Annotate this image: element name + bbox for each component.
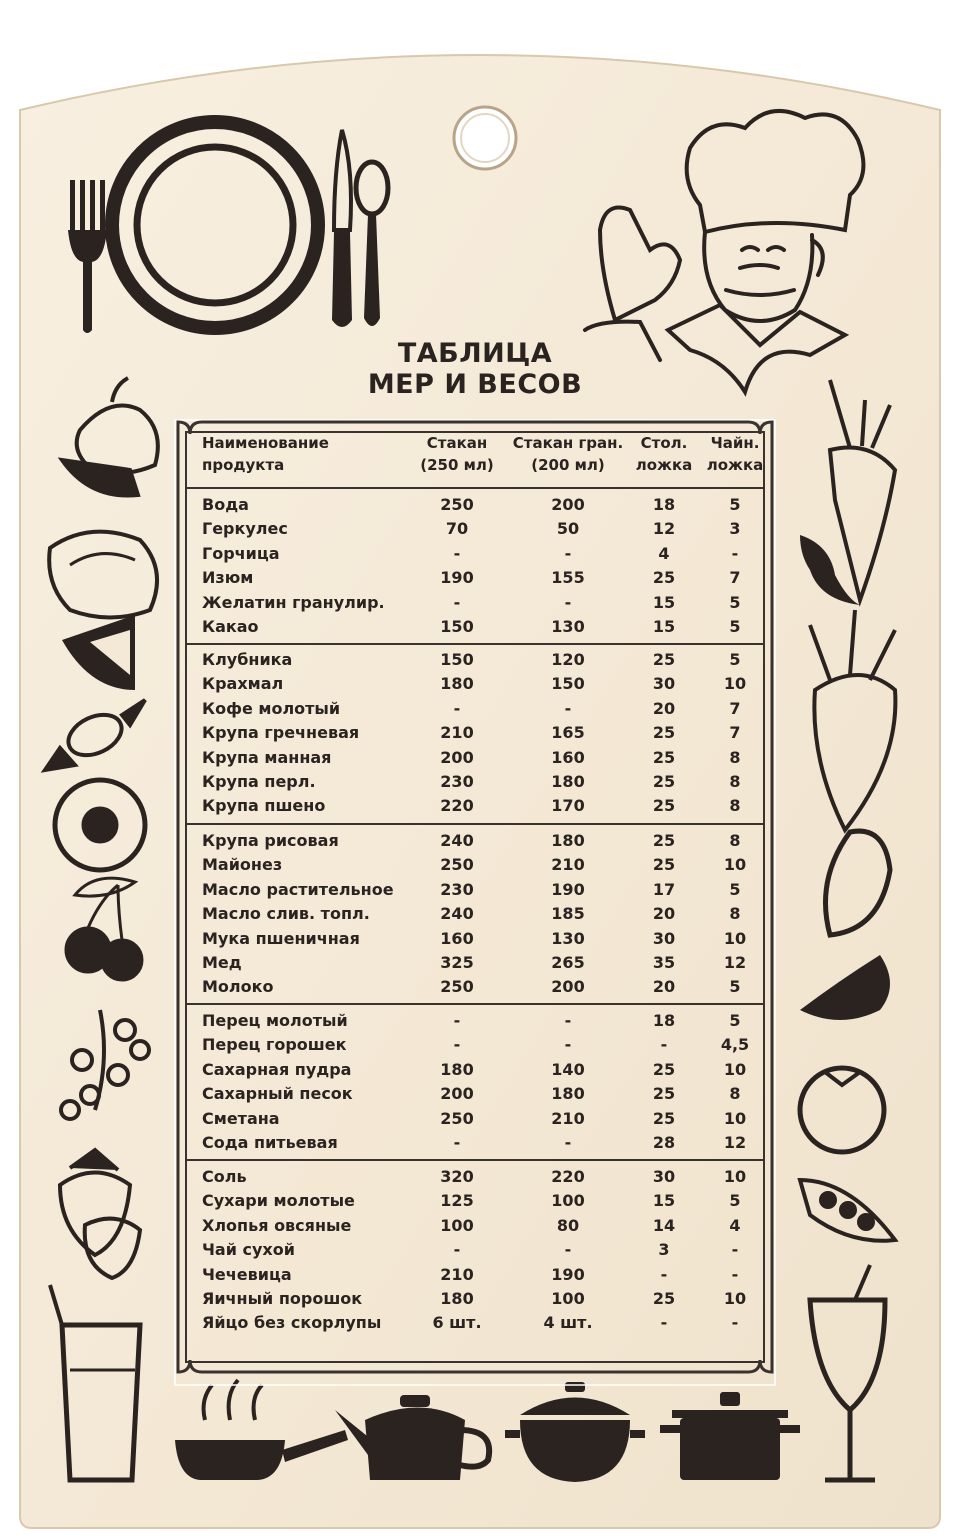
glass-250-value: 150 — [440, 650, 474, 669]
glass-250-value: 150 — [440, 617, 474, 636]
teaspoon-value: - — [731, 1240, 739, 1260]
product-name: Геркулес — [202, 519, 288, 539]
teaspoon-value: 10 — [723, 1059, 747, 1079]
column-header-name: Наименование продукта — [202, 434, 329, 474]
teaspoon-value: - — [731, 1313, 739, 1333]
tablespoon-value: 30 — [652, 1167, 676, 1186]
glass-200-value: 180 — [551, 772, 585, 791]
teaspoon-value: 8 — [729, 904, 741, 924]
product-name: Крупа гречневая — [202, 723, 360, 743]
product-name: Яичный порошок — [202, 1289, 363, 1308]
glass-200-value: - — [564, 592, 572, 612]
product-name: Сметана — [202, 1108, 280, 1128]
glass-200-value: 140 — [551, 1059, 585, 1079]
tablespoon-value: 15 — [652, 1191, 676, 1211]
product-name: Какао — [202, 617, 259, 636]
tablespoon-value: 25 — [652, 568, 676, 588]
table-row — [0, 770, 960, 794]
teaspoon-value: 4 — [729, 1215, 741, 1235]
glass-250-value: 210 — [440, 723, 474, 743]
product-name: Горчица — [202, 543, 280, 563]
glass-250-value: - — [453, 1011, 461, 1030]
table-row — [0, 1263, 960, 1287]
teaspoon-value: - — [731, 543, 739, 563]
glass-200-value: 200 — [551, 977, 585, 997]
teaspoon-value: 12 — [723, 953, 747, 972]
table-row — [0, 591, 960, 615]
table-row — [0, 542, 960, 566]
table-row — [0, 1165, 960, 1189]
glass-200-value: 180 — [551, 1084, 585, 1104]
tablespoon-value: 18 — [652, 495, 676, 514]
table-row — [0, 517, 960, 541]
table-row — [0, 1082, 960, 1106]
glass-250-value: 200 — [440, 1084, 474, 1104]
glass-200-value: - — [564, 1035, 572, 1055]
glass-250-value: 180 — [440, 1059, 474, 1079]
tablespoon-value: 15 — [652, 592, 676, 612]
table-row — [0, 648, 960, 672]
tablespoon-value: 25 — [652, 855, 676, 875]
glass-200-value: 130 — [551, 617, 585, 636]
teaspoon-value: 10 — [723, 1289, 747, 1308]
column-header-glass-200: Стакан гран. (200 мл) — [512, 434, 624, 474]
product-name: Перец молотый — [202, 1011, 348, 1030]
product-name: Масло растительное — [202, 879, 394, 899]
table-row — [0, 493, 960, 517]
teaspoon-value: 5 — [729, 879, 741, 899]
table-row — [0, 615, 960, 639]
glass-250-value: - — [453, 1133, 461, 1152]
teaspoon-value: 10 — [723, 674, 747, 694]
tablespoon-value: 30 — [652, 674, 676, 694]
glass-200-value: 155 — [551, 568, 585, 588]
glass-250-value: 320 — [440, 1167, 474, 1186]
product-name: Масло слив. топл. — [202, 904, 370, 924]
glass-200-value: 4 шт. — [543, 1313, 593, 1333]
tablespoon-value: 25 — [652, 723, 676, 743]
glass-250-value: 160 — [440, 928, 474, 948]
glass-250-value: 230 — [440, 772, 474, 791]
teaspoon-value: 5 — [729, 650, 741, 669]
teaspoon-value: 8 — [729, 772, 741, 791]
teaspoon-value: 5 — [729, 495, 741, 514]
glass-250-value: 210 — [440, 1264, 474, 1284]
glass-250-value: 240 — [440, 831, 474, 850]
tablespoon-value: 20 — [652, 904, 676, 924]
product-name: Крахмал — [202, 674, 284, 694]
teaspoon-value: 10 — [723, 1108, 747, 1128]
glass-200-value: - — [564, 698, 572, 718]
teaspoon-value: 8 — [729, 831, 741, 850]
glass-250-value: 190 — [440, 568, 474, 588]
teaspoon-value: 8 — [729, 747, 741, 767]
tablespoon-value: 20 — [652, 698, 676, 718]
teaspoon-value: 7 — [729, 698, 741, 718]
product-name: Чай сухой — [202, 1240, 295, 1260]
teaspoon-value: 5 — [729, 1011, 741, 1030]
product-name: Сода питьевая — [202, 1133, 338, 1152]
glass-250-value: 6 шт. — [432, 1313, 482, 1333]
glass-200-value: 150 — [551, 674, 585, 694]
glass-200-value: - — [564, 1133, 572, 1152]
product-name: Кофе молотый — [202, 698, 341, 718]
product-name: Изюм — [202, 568, 254, 588]
glass-250-value: - — [453, 543, 461, 563]
glass-200-value: 130 — [551, 928, 585, 948]
tablespoon-value: 28 — [652, 1133, 676, 1152]
teaspoon-value: 5 — [729, 617, 741, 636]
tablespoon-value: 25 — [652, 831, 676, 850]
tablespoon-value: 25 — [652, 796, 676, 816]
product-name: Сахарная пудра — [202, 1059, 352, 1079]
tablespoon-value: 17 — [652, 879, 676, 899]
tablespoon-value: 3 — [658, 1240, 670, 1260]
table-row — [0, 794, 960, 818]
teaspoon-value: 8 — [729, 1084, 741, 1104]
table-title-line2: МЕР И ВЕСОВ — [367, 369, 583, 400]
hanging-hole — [454, 107, 516, 169]
glass-200-value: 265 — [551, 953, 585, 972]
glass-250-value: 325 — [440, 953, 474, 972]
table-row — [0, 1238, 960, 1262]
glass-200-value: 165 — [551, 723, 585, 743]
product-name: Перец горошек — [202, 1035, 347, 1055]
glass-200-value: 180 — [551, 831, 585, 850]
glass-250-value: 240 — [440, 904, 474, 924]
glass-200-value: 210 — [551, 855, 585, 875]
teaspoon-value: 4,5 — [720, 1035, 750, 1055]
tablespoon-value: 25 — [652, 772, 676, 791]
table-row — [0, 853, 960, 877]
glass-250-value: 250 — [440, 855, 474, 875]
tablespoon-value: - — [660, 1035, 668, 1055]
table-row — [0, 1214, 960, 1238]
table-row — [0, 1189, 960, 1213]
tablespoon-value: 25 — [652, 1108, 676, 1128]
glass-250-value: 230 — [440, 879, 474, 899]
tablespoon-value: - — [660, 1264, 668, 1284]
product-name: Крупа рисовая — [202, 831, 339, 850]
tablespoon-value: 20 — [652, 977, 676, 997]
glass-200-value: 190 — [551, 879, 585, 899]
product-name: Хлопья овсяные — [202, 1215, 352, 1235]
glass-250-value: - — [453, 592, 461, 612]
tablespoon-value: 25 — [652, 650, 676, 669]
table-row — [0, 1311, 960, 1335]
tablespoon-value: 25 — [652, 747, 676, 767]
tablespoon-value: 25 — [652, 1059, 676, 1079]
product-name: Сахарный песок — [202, 1084, 353, 1104]
product-name: Молоко — [202, 977, 274, 997]
product-name: Желатин гранулир. — [202, 592, 385, 612]
table-row — [0, 927, 960, 951]
glass-250-value: 180 — [440, 1289, 474, 1308]
teaspoon-value: 5 — [729, 977, 741, 997]
product-name: Клубника — [202, 650, 293, 669]
glass-250-value: 200 — [440, 747, 474, 767]
table-row — [0, 1009, 960, 1033]
teaspoon-value: 7 — [729, 723, 741, 743]
table-row — [0, 566, 960, 590]
glass-200-value: 50 — [556, 519, 580, 539]
table-row — [0, 902, 960, 926]
product-name: Вода — [202, 495, 249, 514]
product-name: Майонез — [202, 855, 283, 875]
teaspoon-value: 5 — [729, 592, 741, 612]
glass-200-value: - — [564, 1240, 572, 1260]
glass-200-value: 210 — [551, 1108, 585, 1128]
glass-200-value: 80 — [556, 1215, 580, 1235]
glass-250-value: 125 — [440, 1191, 474, 1211]
glass-250-value: 220 — [440, 796, 474, 816]
glass-250-value: 250 — [440, 1108, 474, 1128]
product-name: Соль — [202, 1167, 247, 1186]
glass-250-value: - — [453, 1240, 461, 1260]
teaspoon-value: 3 — [729, 519, 741, 539]
glass-200-value: 160 — [551, 747, 585, 767]
column-header-glass-250: Стакан (250 мл) — [420, 434, 494, 474]
tablespoon-value: 35 — [652, 953, 676, 972]
table-row — [0, 672, 960, 696]
glass-200-value: 200 — [551, 495, 585, 514]
teaspoon-value: 10 — [723, 855, 747, 875]
teaspoon-value: - — [731, 1264, 739, 1284]
glass-250-value: 250 — [440, 977, 474, 997]
glass-200-value: 100 — [551, 1289, 585, 1308]
product-name: Мука пшеничная — [202, 928, 360, 948]
table-row — [0, 746, 960, 770]
table-row — [0, 697, 960, 721]
teaspoon-value: 7 — [729, 568, 741, 588]
glass-200-value: 170 — [551, 796, 585, 816]
glass-200-value: 190 — [551, 1264, 585, 1284]
tablespoon-value: 14 — [652, 1215, 676, 1235]
glass-200-value: - — [564, 543, 572, 563]
tablespoon-value: 15 — [652, 617, 676, 636]
product-name: Крупа перл. — [202, 772, 316, 791]
product-name: Мед — [202, 953, 242, 972]
glass-200-value: 185 — [551, 904, 585, 924]
tablespoon-value: 4 — [658, 543, 670, 563]
glass-200-value: 220 — [551, 1167, 585, 1186]
tablespoon-value: 18 — [652, 1011, 676, 1030]
table-row — [0, 1107, 960, 1131]
teaspoon-value: 8 — [729, 796, 741, 816]
glass-250-value: 250 — [440, 495, 474, 514]
product-name: Крупа манная — [202, 747, 332, 767]
table-row — [0, 829, 960, 853]
table-row — [0, 721, 960, 745]
glass-200-value: 100 — [551, 1191, 585, 1211]
glass-250-value: 70 — [445, 519, 469, 539]
table-row — [0, 951, 960, 975]
glass-250-value: 100 — [440, 1215, 474, 1235]
teaspoon-value: 12 — [723, 1133, 747, 1152]
teaspoon-value: 10 — [723, 928, 747, 948]
glass-200-value: - — [564, 1011, 572, 1030]
table-row — [0, 975, 960, 999]
product-name: Сухари молотые — [202, 1191, 355, 1211]
tablespoon-value: - — [660, 1313, 668, 1333]
tablespoon-value: 12 — [652, 519, 676, 539]
table-title-line1: ТАБЛИЦА — [397, 338, 553, 369]
glass-250-value: - — [453, 1035, 461, 1055]
column-header-tablespoon: Стол. ложка — [635, 434, 693, 474]
table-row — [0, 878, 960, 902]
product-name: Яйцо без скорлупы — [202, 1313, 382, 1333]
product-name: Чечевица — [202, 1264, 292, 1284]
glass-250-value: - — [453, 698, 461, 718]
tablespoon-value: 25 — [652, 1289, 676, 1308]
table-row — [0, 1287, 960, 1311]
glass-250-value: 180 — [440, 674, 474, 694]
product-name: Крупа пшено — [202, 796, 326, 816]
teaspoon-value: 10 — [723, 1167, 747, 1186]
table-row — [0, 1058, 960, 1082]
tablespoon-value: 30 — [652, 928, 676, 948]
column-header-teaspoon: Чайн. ложка — [706, 434, 764, 474]
tablespoon-value: 25 — [652, 1084, 676, 1104]
table-row — [0, 1131, 960, 1155]
teaspoon-value: 5 — [729, 1191, 741, 1211]
table-row — [0, 1033, 960, 1057]
glass-200-value: 120 — [551, 650, 585, 669]
